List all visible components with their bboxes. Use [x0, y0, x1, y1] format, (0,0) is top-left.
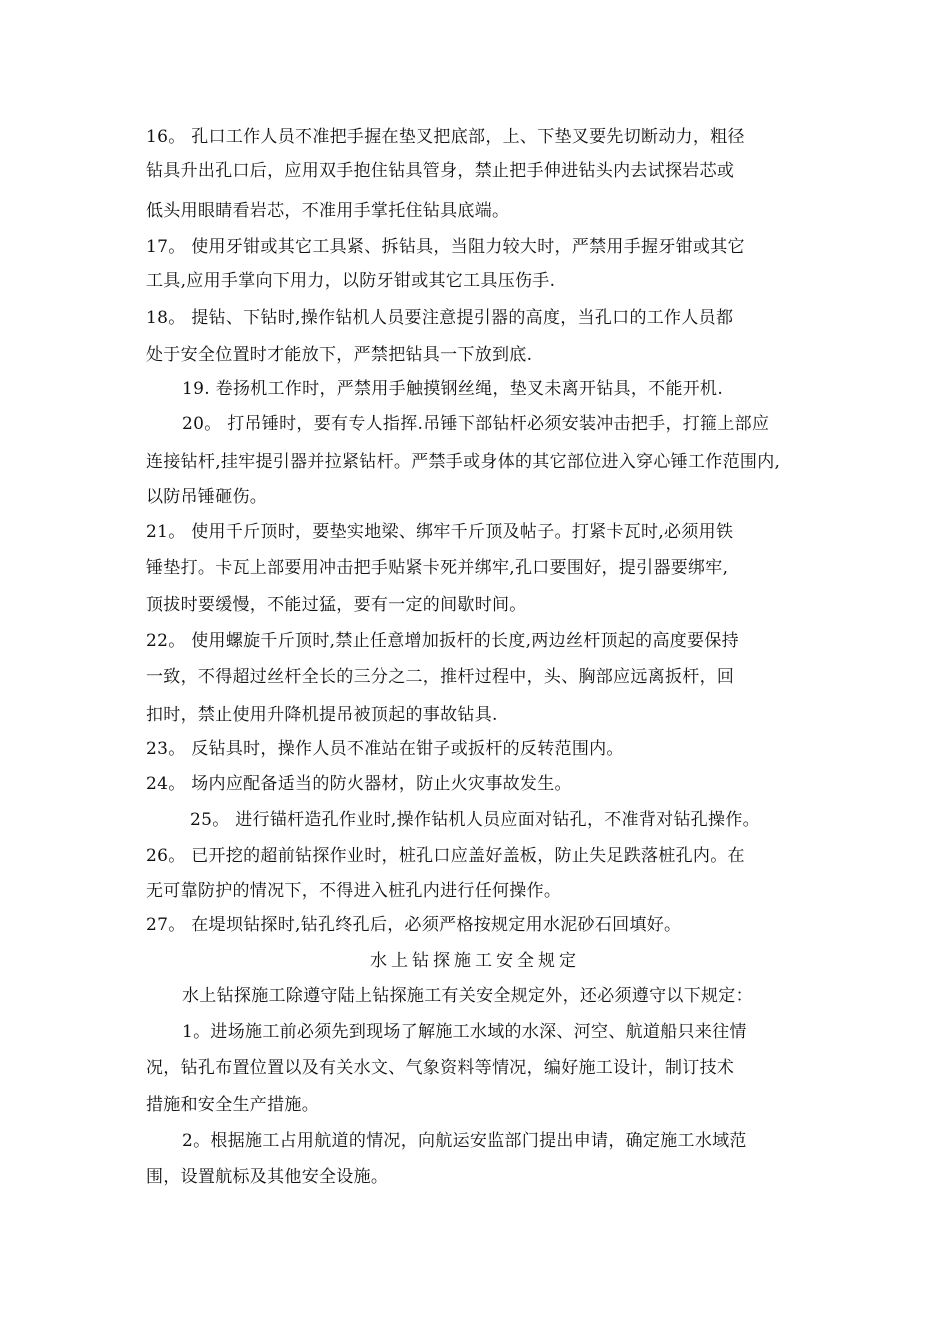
text-line: 20。 打吊锤时，要有专人指挥.吊锤下部钻杆必须安装冲击把手，打箍上部应	[182, 414, 770, 434]
text-line: 以防吊锤砸伤。	[146, 487, 268, 507]
text-line: 扣时，禁止使用升降机提吊被顶起的事故钻具.	[146, 705, 498, 725]
text-line: 钻具升出孔口后，应用双手抱住钻具管身，禁止把手伸进钻头内去试探岩芯或	[146, 161, 735, 181]
text-line: 无可靠防护的情况下，不得进入桩孔内进行任何操作。	[146, 881, 562, 901]
text-line: 17。 使用牙钳或其它工具紧、拆钻具，当阻力较大时，严禁用手握牙钳或其它	[146, 237, 745, 257]
text-line: 低头用眼睛看岩芯，不准用手掌托住钻具底端。	[146, 201, 510, 221]
text-line: 16。 孔口工作人员不准把手握在垫叉把底部，上、下垫叉要先切断动力，粗径	[146, 127, 745, 147]
text-line: 连接钻杆,挂牢提引器并拉紧钻杆。严禁手或身体的其它部位进入穿心锤工作范围内,	[146, 452, 781, 472]
text-line: 一致，不得超过丝杆全长的三分之二，推杆过程中，头、胸部应远离扳杆，回	[146, 667, 735, 687]
text-line: 2。根据施工占用航道的情况，向航运安监部门提出申请，确定施工水域范	[182, 1131, 747, 1151]
text-line: 26。 已开挖的超前钻探作业时，桩孔口应盖好盖板，防止失足跌落桩孔内。在	[146, 846, 745, 866]
text-line: 19. 卷扬机工作时，严禁用手触摸钢丝绳，垫叉未离开钻具，不能开机.	[182, 379, 724, 399]
text-line: 工具,应用手掌向下用力，以防牙钳或其它工具压伤手.	[146, 271, 556, 291]
text-line: 25。 进行锚杆造孔作业时,操作钻机人员应面对钻孔，不准背对钻孔操作。	[190, 810, 760, 830]
text-line: 处于安全位置时才能放下，严禁把钻具一下放到底.	[146, 345, 533, 365]
section-title: 水上钻探施工安全规定	[370, 951, 580, 971]
text-line: 围，设置航标及其他安全设施。	[146, 1167, 389, 1187]
text-line: 水上钻探施工除遵守陆上钻探施工有关安全规定外，还必须遵守以下规定：	[182, 986, 753, 1006]
text-line: 况，钻孔布置位置以及有关水文、气象资料等情况，编好施工设计，制订技术	[146, 1058, 735, 1078]
text-line: 顶拔时要缓慢，不能过猛，要有一定的间歇时间。	[146, 595, 527, 615]
text-line: 18。 提钻、下钻时,操作钻机人员要注意提引器的高度，当孔口的工作人员都	[146, 308, 734, 328]
text-line: 21。 使用千斤顶时，要垫实地梁、绑牢千斤顶及帖子。打紧卡瓦时,必须用铁	[146, 522, 734, 542]
text-line: 23。 反钻具时，操作人员不准站在钳子或扳杆的反转范围内。	[146, 739, 624, 759]
text-line: 1。进场施工前必须先到现场了解施工水域的水深、河空、航道船只来往情	[182, 1022, 747, 1042]
text-line: 措施和安全生产措施。	[146, 1095, 319, 1115]
text-line: 24。 场内应配备适当的防火器材，防止火灾事故发生。	[146, 774, 572, 794]
text-line: 锤垫打。卡瓦上部要用冲击把手贴紧卡死并绑牢,孔口要围好，提引器要绑牢,	[146, 558, 729, 578]
text-line: 27。 在堤坝钻探时,钻孔终孔后，必须严格按规定用水泥砂石回填好。	[146, 915, 682, 935]
text-line: 22。 使用螺旋千斤顶时,禁止任意增加扳杆的长度,两边丝杆顶起的高度要保持	[146, 631, 739, 651]
